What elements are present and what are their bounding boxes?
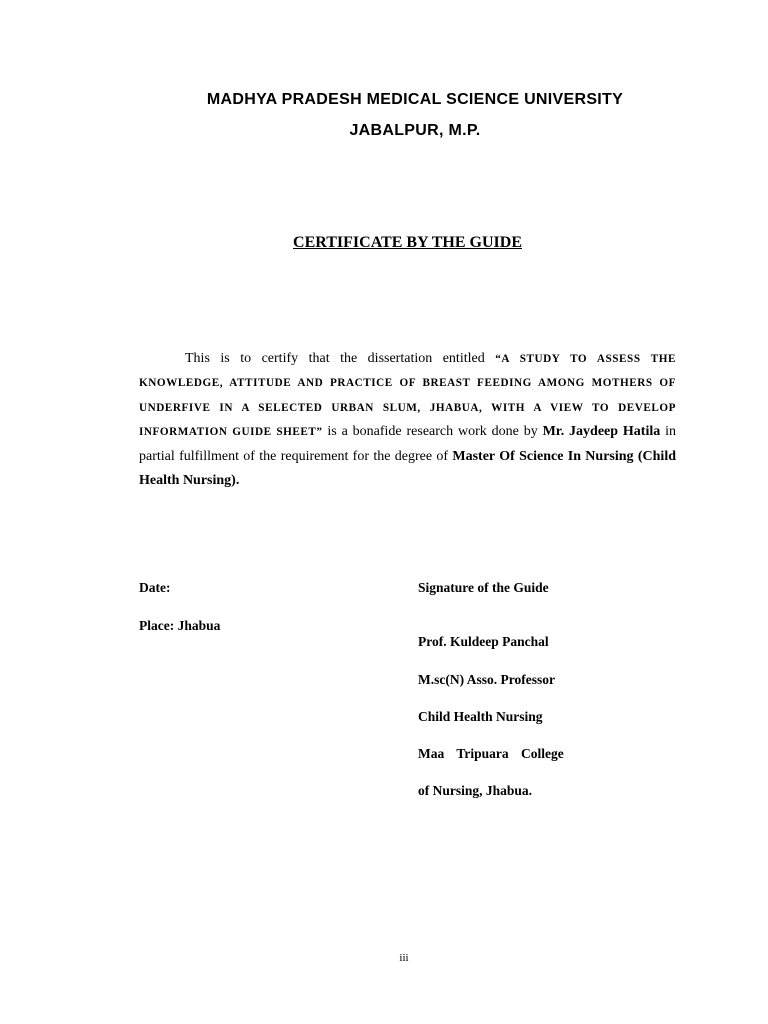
dissertation-title: “A STUDY TO ASSESS THE KNOWLEDGE, ATTITUDE AND PRACTICE OF BREAST FEEDING AMONG MOTHERS OF UNDERFIVE IN A SELECTED URBAN SLUM, JHABUA, WITH A VIEW TO DEVELOP INFORMATION GUIDE SHEET” (139, 353, 677, 439)
page-number: iii (399, 952, 409, 964)
certificate-body (139, 347, 676, 493)
certificate-title: CERTIFICATE BY THE GUIDE (293, 234, 522, 251)
student-name: Mr. Jaydeep Hatila (542, 424, 661, 440)
guide-name: Prof. Kuldeep Panchal (418, 634, 549, 649)
place-label: Place: Jhabua (139, 618, 221, 633)
university-name: MADHYA PRADESH MEDICAL SCIENCE UNIVERSITY (206, 91, 624, 108)
guide-institution-line1: Maa Tripuara College (418, 746, 564, 761)
guide-institution-line2: of Nursing, Jhabua. (418, 783, 533, 798)
date-label: Date: (139, 580, 171, 595)
degree-name: Master Of Science In Nursing (Child Health Nursing) (139, 448, 676, 489)
university-location: JABALPUR, M.P. (349, 122, 481, 139)
body-middle: is a bonafide research work done by (322, 424, 543, 440)
guide-department: Child Health Nursing (418, 709, 543, 724)
body-intro: This is to certify that the dissertation entitled (185, 351, 496, 366)
body-end: . (235, 473, 240, 489)
guide-qualification: M.sc(N) Asso. Professor (418, 672, 555, 687)
body-requirement: in partial fulfillment of the requirement for the degree of (139, 424, 677, 464)
signature-title: Signature of the Guide (418, 580, 549, 595)
